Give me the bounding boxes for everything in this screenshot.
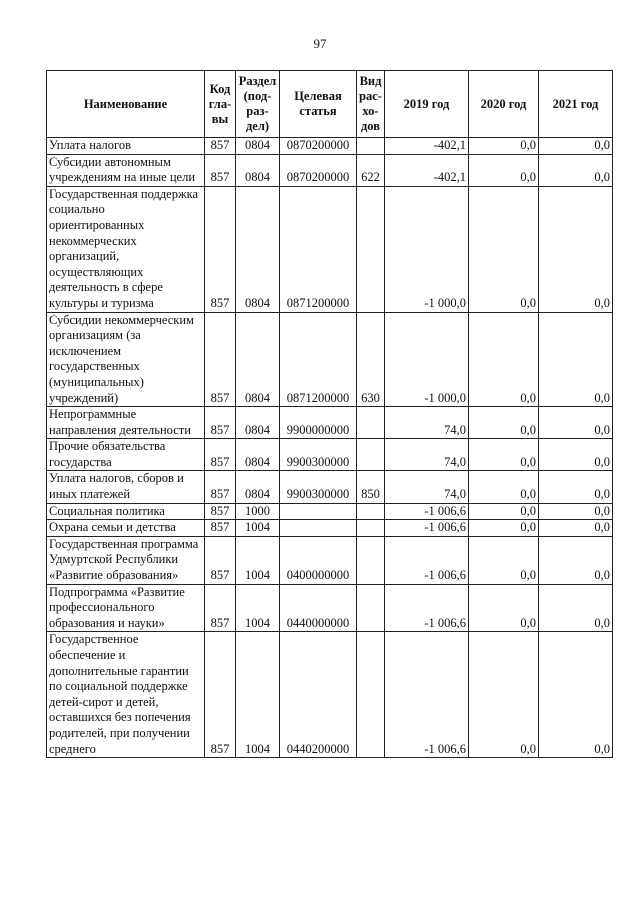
cell-vid [357, 503, 385, 520]
table-row [47, 407, 613, 439]
cell-razdel: 0804 [236, 471, 280, 503]
cell-vid [357, 186, 385, 312]
cell-2019: -402,1 [385, 154, 469, 186]
cell-razdel: 1004 [236, 520, 280, 537]
header-vid: Вид рас- хо- дов [357, 71, 385, 138]
cell-razdel: 0804 [236, 312, 280, 407]
cell-kod: 857 [205, 439, 236, 471]
cell-2020: 0,0 [469, 503, 539, 520]
cell-name: Субсидии некоммерческим организациям (за исключением государственных (муниципальных) учреждений) [47, 312, 205, 407]
cell-2019: -402,1 [385, 138, 469, 155]
cell-kod: 857 [205, 584, 236, 632]
cell-2021: 0,0 [539, 536, 613, 584]
page-number: 97 [313, 36, 327, 51]
table-row [47, 439, 613, 471]
cell-2019: -1 006,6 [385, 536, 469, 584]
cell-vid: 630 [357, 312, 385, 407]
cell-celevaya: 9900300000 [280, 471, 357, 503]
header-kod: Код гла- вы [205, 71, 236, 138]
cell-kod: 857 [205, 503, 236, 520]
header-celevaya: Целевая статья [280, 71, 357, 138]
table-row [47, 632, 613, 758]
cell-celevaya: 0440200000 [280, 632, 357, 758]
cell-celevaya: 9900300000 [280, 439, 357, 471]
cell-2021: 0,0 [539, 154, 613, 186]
cell-2021: 0,0 [539, 520, 613, 537]
cell-kod: 857 [205, 471, 236, 503]
cell-2020: 0,0 [469, 439, 539, 471]
header-2020: 2020 год [469, 71, 539, 138]
cell-razdel: 1004 [236, 632, 280, 758]
cell-celevaya [280, 503, 357, 520]
cell-name: Подпрограмма «Развитие профессионального образования и науки» [47, 584, 205, 632]
cell-kod: 857 [205, 154, 236, 186]
cell-2019: -1 006,6 [385, 584, 469, 632]
cell-kod: 857 [205, 138, 236, 155]
cell-razdel: 0804 [236, 407, 280, 439]
cell-2020: 0,0 [469, 536, 539, 584]
cell-vid [357, 138, 385, 155]
cell-2021: 0,0 [539, 138, 613, 155]
table-row [47, 312, 613, 407]
header-2021: 2021 год [539, 71, 613, 138]
cell-kod: 857 [205, 632, 236, 758]
cell-vid: 850 [357, 471, 385, 503]
cell-razdel: 0804 [236, 154, 280, 186]
table-row [47, 138, 613, 155]
cell-celevaya: 0870200000 [280, 138, 357, 155]
cell-2019: 74,0 [385, 439, 469, 471]
cell-vid [357, 584, 385, 632]
cell-kod: 857 [205, 520, 236, 537]
cell-celevaya: 0871200000 [280, 312, 357, 407]
cell-kod: 857 [205, 312, 236, 407]
header-2019: 2019 год [385, 71, 469, 138]
cell-name: Государственная программа Удмуртской Республики «Развитие образования» [47, 536, 205, 584]
table-row [47, 584, 613, 632]
cell-2021: 0,0 [539, 632, 613, 758]
cell-name: Охрана семьи и детства [47, 520, 205, 537]
cell-2020: 0,0 [469, 584, 539, 632]
cell-2019: -1 000,0 [385, 312, 469, 407]
table-row [47, 536, 613, 584]
cell-2021: 0,0 [539, 312, 613, 407]
cell-2020: 0,0 [469, 186, 539, 312]
cell-razdel: 1000 [236, 503, 280, 520]
header-razdel: Раздел (под- раз- дел) [236, 71, 280, 138]
cell-2021: 0,0 [539, 439, 613, 471]
cell-2020: 0,0 [469, 138, 539, 155]
cell-celevaya [280, 520, 357, 537]
cell-celevaya: 0400000000 [280, 536, 357, 584]
cell-name: Прочие обязательства государства [47, 439, 205, 471]
cell-2019: -1 006,6 [385, 520, 469, 537]
cell-2021: 0,0 [539, 503, 613, 520]
cell-name: Государственная поддержка социально ориентированных некоммерческих организаций, осуществляющих деятельность в сфере культуры и туризма [47, 186, 205, 312]
table-row [47, 154, 613, 186]
table-row [47, 471, 613, 503]
header-name: Наименование [47, 71, 205, 138]
cell-name: Социальная политика [47, 503, 205, 520]
cell-2019: 74,0 [385, 471, 469, 503]
cell-vid [357, 520, 385, 537]
cell-name: Уплата налогов [47, 138, 205, 155]
cell-razdel: 0804 [236, 138, 280, 155]
cell-vid [357, 536, 385, 584]
cell-name: Государственное обеспечение и дополнительные гарантии по социальной поддержке детей-сирот и детей, оставшихся без попечения родителей, при получении среднего [47, 632, 205, 758]
cell-2020: 0,0 [469, 520, 539, 537]
budget-table [46, 70, 613, 758]
cell-2019: 74,0 [385, 407, 469, 439]
cell-2020: 0,0 [469, 471, 539, 503]
cell-2019: -1 006,6 [385, 503, 469, 520]
cell-razdel: 0804 [236, 186, 280, 312]
cell-2021: 0,0 [539, 471, 613, 503]
cell-celevaya: 0871200000 [280, 186, 357, 312]
cell-vid [357, 632, 385, 758]
cell-2021: 0,0 [539, 584, 613, 632]
cell-vid [357, 407, 385, 439]
cell-celevaya: 0870200000 [280, 154, 357, 186]
cell-2020: 0,0 [469, 632, 539, 758]
cell-vid [357, 439, 385, 471]
cell-2020: 0,0 [469, 407, 539, 439]
cell-name: Уплата налогов, сборов и иных платежей [47, 471, 205, 503]
table-row [47, 520, 613, 537]
cell-name: Субсидии автономным учреждениям на иные цели [47, 154, 205, 186]
cell-2021: 0,0 [539, 407, 613, 439]
cell-razdel: 1004 [236, 584, 280, 632]
cell-2020: 0,0 [469, 312, 539, 407]
table-header-row [47, 71, 613, 138]
cell-2020: 0,0 [469, 154, 539, 186]
cell-name: Непрограммные направления деятельности [47, 407, 205, 439]
cell-vid: 622 [357, 154, 385, 186]
cell-celevaya: 0440000000 [280, 584, 357, 632]
table-row [47, 186, 613, 312]
cell-razdel: 0804 [236, 439, 280, 471]
cell-celevaya: 9900000000 [280, 407, 357, 439]
cell-kod: 857 [205, 186, 236, 312]
cell-razdel: 1004 [236, 536, 280, 584]
cell-kod: 857 [205, 536, 236, 584]
cell-2021: 0,0 [539, 186, 613, 312]
table-row [47, 503, 613, 520]
cell-2019: -1 000,0 [385, 186, 469, 312]
cell-kod: 857 [205, 407, 236, 439]
cell-2019: -1 006,6 [385, 632, 469, 758]
